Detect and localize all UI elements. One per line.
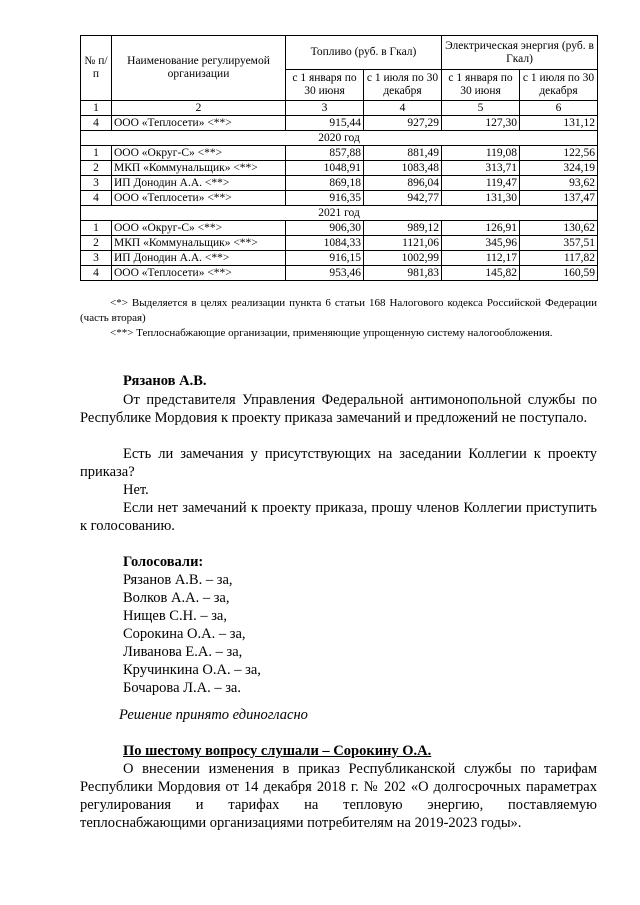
sixth-question-paragraph: О внесении изменения в приказ Республиканской службы по тарифам Республики Мордовия от 14 декабря 2018 г. № 202 «О долгосрочных параметрах регулирования и тарифах на тепловую энергию, поставляемую теплоснабжающими организациями потребителям на 2019-2023 годы». <box>80 761 597 831</box>
decision-text: Решение принято единогласно <box>119 707 308 723</box>
voted-heading: Голосовали: <box>123 554 204 570</box>
row-org: ООО «Теплосети» <**> <box>112 191 286 206</box>
row-num: 1 <box>81 146 112 161</box>
row-num: 1 <box>81 221 112 236</box>
row-value: 1084,33 <box>286 236 364 251</box>
row-org: МКП «Коммунальщик» <**> <box>112 161 286 176</box>
row-value: 989,12 <box>364 221 442 236</box>
column-number: 3 <box>286 101 364 116</box>
vote-item: Сорокина О.А. – за, <box>123 626 246 642</box>
table-row <box>81 221 598 236</box>
row-value: 127,30 <box>442 116 520 131</box>
row-org: ООО «Теплосети» <**> <box>112 116 286 131</box>
sixth-question-heading <box>123 742 593 760</box>
table-row <box>81 116 598 131</box>
table-row <box>81 146 598 161</box>
row-value: 916,35 <box>286 191 364 206</box>
row-value: 981,83 <box>364 266 442 281</box>
row-value: 1121,06 <box>364 236 442 251</box>
header-org: Наименование регулируемой организации <box>112 36 286 101</box>
row-org: ИП Донодин А.А. <**> <box>112 251 286 266</box>
row-value: 145,82 <box>442 266 520 281</box>
row-value: 345,96 <box>442 236 520 251</box>
paragraph-question: Есть ли замечания у присутствующих на заседании Коллегии к проекту приказа? <box>80 446 597 480</box>
row-value: 137,47 <box>520 191 598 206</box>
table-row <box>81 251 598 266</box>
table-row <box>81 191 598 206</box>
row-value: 1048,91 <box>286 161 364 176</box>
vote-item: Ливанова Е.А. – за, <box>123 644 243 660</box>
year-label: 2021 год <box>81 206 598 221</box>
row-value: 1083,48 <box>364 161 442 176</box>
row-value: 112,17 <box>442 251 520 266</box>
vote-item: Волков А.А. – за, <box>123 590 230 606</box>
row-num: 2 <box>81 161 112 176</box>
vote-item: Кручинкина О.А. – за, <box>123 662 261 678</box>
row-value: 1002,99 <box>364 251 442 266</box>
row-value: 906,30 <box>286 221 364 236</box>
year-label: 2020 год <box>81 131 598 146</box>
row-value: 160,59 <box>520 266 598 281</box>
column-number: 2 <box>112 101 286 116</box>
column-number: 5 <box>442 101 520 116</box>
header-period: с 1 июля по 30 декабря <box>364 70 442 101</box>
table-row <box>81 236 598 251</box>
row-value: 896,04 <box>364 176 442 191</box>
sixth-question-heading-text: По шестому вопросу слушали – Сорокину О.А. <box>123 743 432 759</box>
row-value: 324,19 <box>520 161 598 176</box>
column-number: 6 <box>520 101 598 116</box>
row-org: ООО «Округ-С» <**> <box>112 146 286 161</box>
header-fuel: Топливо (руб. в Гкал) <box>286 36 442 70</box>
paragraph-answer: Нет. <box>123 482 149 498</box>
vote-item: Бочарова Л.А. – за. <box>123 680 241 696</box>
footnote-vat: <*> Выделяется в целях реализации пункта 6 статьи 168 Налогового кодекса Российской Федерации (часть вторая) <box>80 297 597 324</box>
row-value: 93,62 <box>520 176 598 191</box>
row-value: 942,77 <box>364 191 442 206</box>
header-period: с 1 января по 30 июня <box>286 70 364 101</box>
paragraph-fas: От представителя Управления Федеральной антимонопольной службы по Республике Мордовия к проекту приказа замечаний и предложений не поступало. <box>80 392 597 426</box>
table-header-row <box>81 36 598 70</box>
row-value: 881,49 <box>364 146 442 161</box>
tariff-table <box>80 35 598 281</box>
table-row <box>81 266 598 281</box>
row-value: 131,12 <box>520 116 598 131</box>
row-value: 915,44 <box>286 116 364 131</box>
row-value: 130,62 <box>520 221 598 236</box>
row-value: 357,51 <box>520 236 598 251</box>
vote-item: Рязанов А.В. – за, <box>123 572 233 588</box>
column-number: 1 <box>81 101 112 116</box>
row-org: МКП «Коммунальщик» <**> <box>112 236 286 251</box>
table-row <box>81 161 598 176</box>
header-period: с 1 января по 30 июня <box>442 70 520 101</box>
row-value: 953,46 <box>286 266 364 281</box>
header-energy: Электрическая энергия (руб. в Гкал) <box>442 36 598 70</box>
row-value: 122,56 <box>520 146 598 161</box>
row-value: 916,15 <box>286 251 364 266</box>
row-num: 3 <box>81 176 112 191</box>
row-value: 131,30 <box>442 191 520 206</box>
footnote-simplified-tax: <**> Теплоснабжающие организации, применяющие упрощенную систему налогообложения. <box>110 327 553 339</box>
row-num: 4 <box>81 266 112 281</box>
row-value: 313,71 <box>442 161 520 176</box>
row-value: 857,88 <box>286 146 364 161</box>
row-value: 126,91 <box>442 221 520 236</box>
row-org: ООО «Округ-С» <**> <box>112 221 286 236</box>
row-value: 117,82 <box>520 251 598 266</box>
row-value: 927,29 <box>364 116 442 131</box>
column-number: 4 <box>364 101 442 116</box>
row-value: 869,18 <box>286 176 364 191</box>
speaker-name: Рязанов А.В. <box>123 373 207 389</box>
header-num: № п/п <box>81 36 112 101</box>
column-numbers-row <box>81 101 598 116</box>
row-value: 119,08 <box>442 146 520 161</box>
row-num: 4 <box>81 191 112 206</box>
year-row-2020 <box>81 131 598 146</box>
vote-item: Нищев С.Н. – за, <box>123 608 227 624</box>
table-row <box>81 176 598 191</box>
row-num: 2 <box>81 236 112 251</box>
header-period: с 1 июля по 30 декабря <box>520 70 598 101</box>
row-value: 119,47 <box>442 176 520 191</box>
row-org: ООО «Теплосети» <**> <box>112 266 286 281</box>
row-org: ИП Донодин А.А. <**> <box>112 176 286 191</box>
row-num: 3 <box>81 251 112 266</box>
year-row-2021 <box>81 206 598 221</box>
row-num: 4 <box>81 116 112 131</box>
paragraph-vote-call: Если нет замечаний к проекту приказа, прошу членов Коллегии приступить к голосованию. <box>80 500 597 534</box>
